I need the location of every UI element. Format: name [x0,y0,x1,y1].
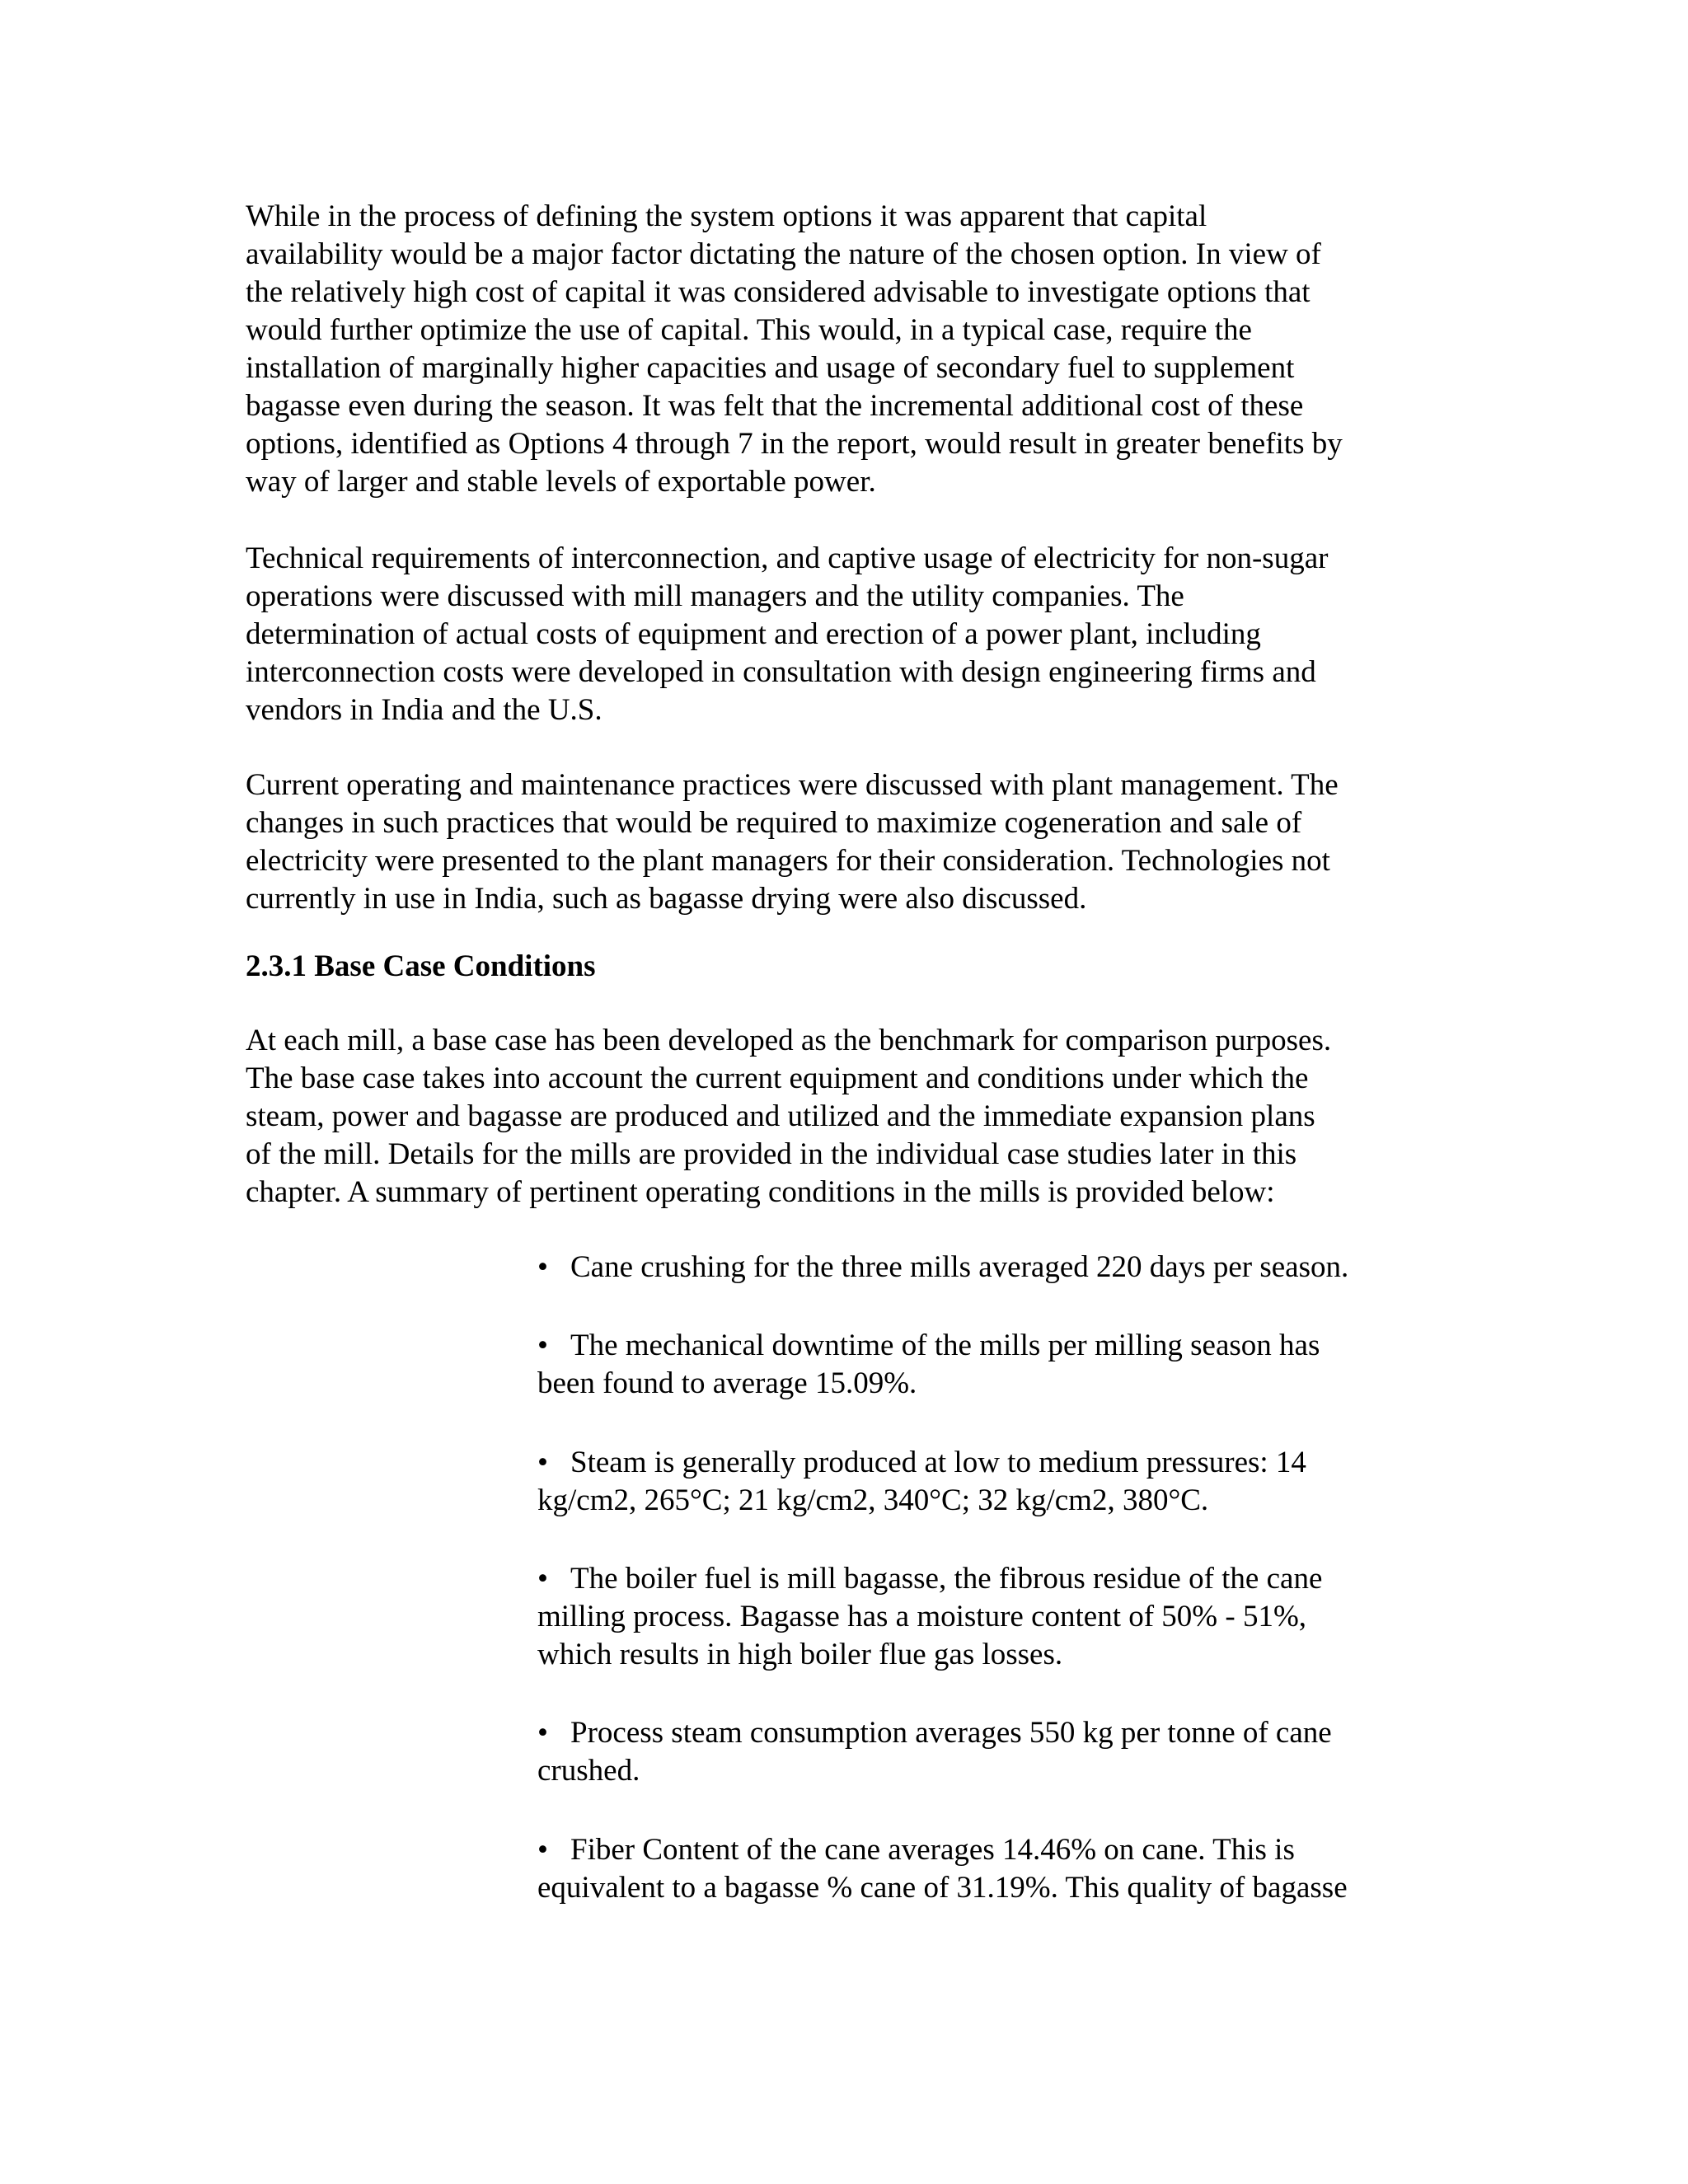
paragraph-line: electricity were presented to the plant managers for their consideration. Technologies not [246,844,1330,878]
bullet-icon: • [537,1446,548,1479]
paragraph-line: operations were discussed with mill managers and the utility companies. The [246,579,1184,613]
bullet-icon: • [537,1329,548,1362]
bullet-text: The mechanical downtime of the mills per milling season has [570,1329,1320,1362]
bullet-icon: • [537,1250,548,1284]
paragraph-line: Current operating and maintenance practices were discussed with plant management. The [246,768,1339,802]
bullet-item [537,1831,1444,1907]
paragraph-base-case [246,1022,1442,1212]
paragraph-line: installation of marginally higher capacities and usage of secondary fuel to supplement [246,351,1295,385]
paragraph-line: At each mill, a base case has been developed as the benchmark for comparison purposes. [246,1024,1332,1057]
paragraph-line: chapter. A summary of pertinent operating conditions in the mills is provided below: [246,1175,1275,1209]
paragraph-line: currently in use in India, such as bagasse drying were also discussed. [246,882,1087,916]
bullet-item [537,1560,1444,1674]
bullet-text: been found to average 15.09%. [537,1366,917,1400]
bullet-icon: • [537,1716,548,1750]
bullet-item [537,1327,1444,1403]
bullet-text: Process steam consumption averages 550 kg per tonne of cane [570,1716,1332,1750]
paragraph-line: options, identified as Options 4 through 7 in the report, would result in greater benefits by [246,427,1343,461]
paragraph-line: steam, power and bagasse are produced and utilized and the immediate expansion plans [246,1099,1315,1133]
bullet-text: kg/cm2, 265°C; 21 kg/cm2, 340°C; 32 kg/cm2, 380°C. [537,1483,1209,1517]
paragraph-line: While in the process of defining the system options it was apparent that capital [246,199,1207,233]
bullet-text: Steam is generally produced at low to medium pressures: 14 [570,1446,1306,1479]
paragraph-interconnection [246,540,1442,729]
paragraph-line: changes in such practices that would be required to maximize cogeneration and sale of [246,806,1302,840]
paragraph-line: vendors in India and the U.S. [246,693,603,727]
paragraph-line: Technical requirements of interconnection, and captive usage of electricity for non-sugar [246,541,1329,575]
bullet-item [537,1444,1444,1520]
paragraph-line: of the mill. Details for the mills are provided in the individual case studies later in this [246,1137,1297,1171]
paragraph-line: bagasse even during the season. It was felt that the incremental additional cost of these [246,389,1304,423]
section-heading [246,948,1442,986]
bullet-text: equivalent to a bagasse % cane of 31.19%. This quality of bagasse [537,1871,1348,1905]
paragraph-line: the relatively high cost of capital it was considered advisable to investigate options that [246,275,1311,309]
bullet-text: which results in high boiler flue gas losses. [537,1638,1063,1671]
bullet-item [537,1249,1444,1286]
bullet-icon: • [537,1833,548,1867]
paragraph-line: The base case takes into account the current equipment and conditions under which the [246,1062,1309,1095]
paragraph-line: availability would be a major factor dictating the nature of the chosen option. In view of [246,237,1321,271]
section-heading-text: 2.3.1 Base Case Conditions [246,949,596,983]
bullet-text: milling process. Bagasse has a moisture content of 50% - 51%, [537,1600,1307,1633]
paragraph-line: would further optimize the use of capital. This would, in a typical case, require the [246,313,1252,347]
bullet-item [537,1714,1444,1790]
paragraph-capital-options [246,198,1442,501]
bullet-text: crushed. [537,1754,640,1788]
bullet-text: Cane crushing for the three mills averaged 220 days per season. [570,1250,1349,1284]
paragraph-line: determination of actual costs of equipment and erection of a power plant, including [246,617,1261,651]
bullet-text: The boiler fuel is mill bagasse, the fibrous residue of the cane [570,1562,1323,1596]
paragraph-line: interconnection costs were developed in consultation with design engineering firms and [246,655,1316,689]
paragraph-operating-practices [246,766,1442,918]
bullet-icon: • [537,1562,548,1596]
bullet-text: Fiber Content of the cane averages 14.46% on cane. This is [570,1833,1295,1867]
paragraph-line: way of larger and stable levels of exportable power. [246,465,876,499]
